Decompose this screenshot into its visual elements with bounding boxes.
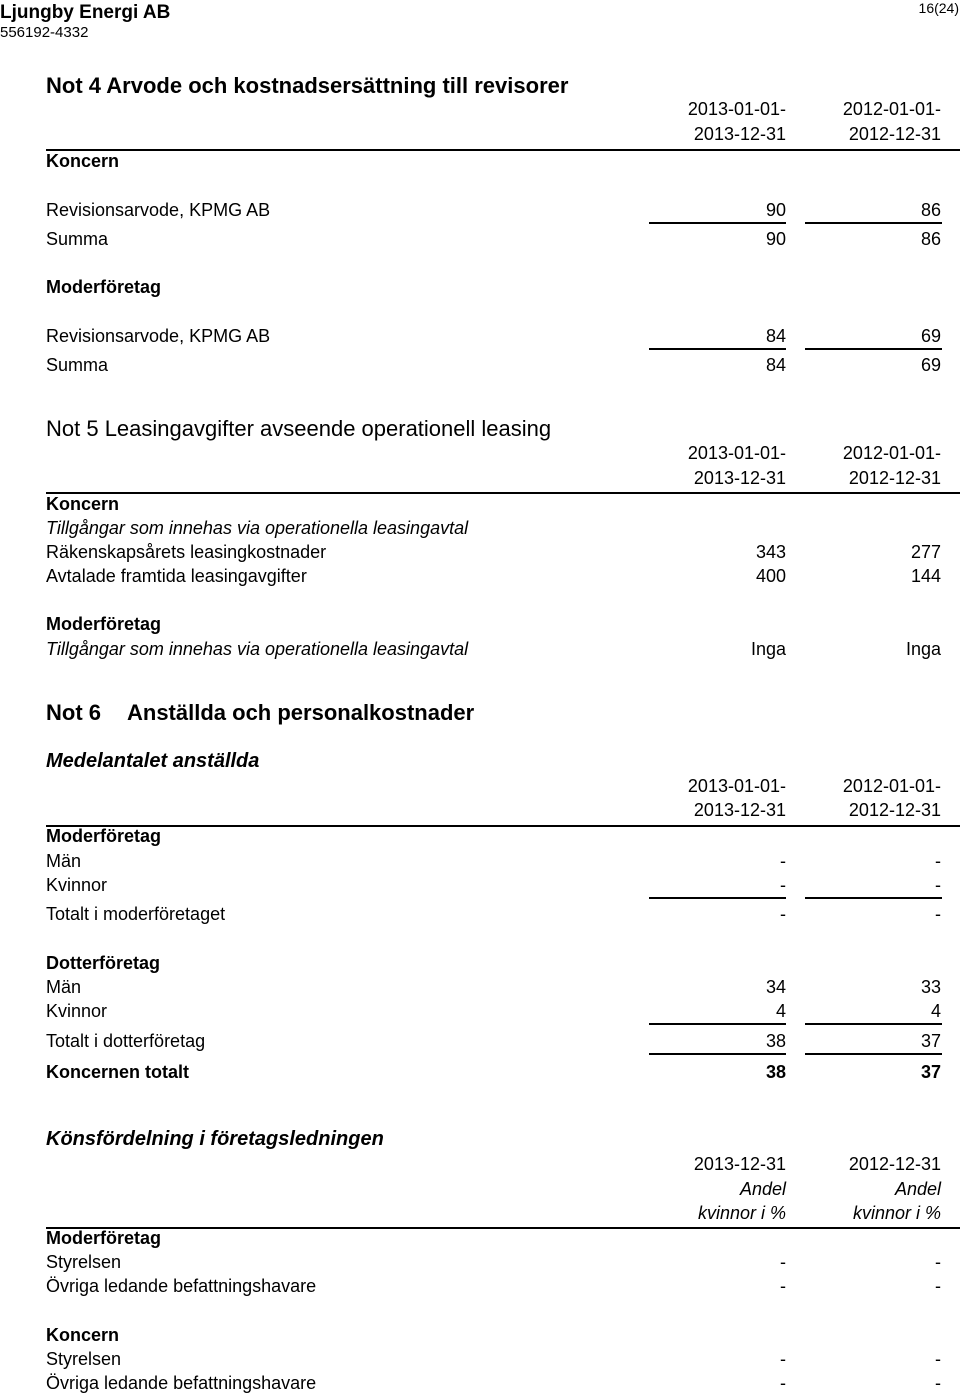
note4-moder-heading: Moderföretag — [46, 277, 162, 297]
note4-title: Not 4 Arvode och kostnadsersättning till revisorer — [46, 73, 569, 98]
table-row-label: Styrelsen — [46, 1252, 122, 1272]
table-cell-2013: 34 — [765, 977, 786, 997]
kon-header-rule — [46, 1227, 960, 1229]
table-cell-2013: - — [780, 904, 786, 924]
table-cell-2012: 37 — [920, 1031, 941, 1051]
kon-koncern-heading: Koncern — [46, 1325, 120, 1345]
sum-rule — [649, 222, 786, 224]
note5-title: Not 5 Leasingavgifter avseende operationell leasing — [46, 416, 552, 441]
note5-col2-line1: 2012-01-01- — [842, 443, 941, 463]
table-cell-2013: 343 — [755, 542, 786, 562]
sum-rule — [649, 897, 786, 899]
table-row-label: Övriga ledande befattningshavare — [46, 1276, 317, 1296]
table-cell-2013: 90 — [765, 200, 786, 220]
org-number: 556192-4332 — [0, 24, 89, 41]
sum-rule — [649, 348, 786, 350]
table-cell-2012: 33 — [920, 977, 941, 997]
table-row-label: Tillgångar som innehas via operationella leasingavtal — [46, 639, 469, 659]
table-cell-2012: 86 — [920, 200, 941, 220]
table-cell-2012: - — [935, 1373, 941, 1393]
medel-header-rule — [46, 825, 960, 827]
table-row-label: Revisionsarvode, KPMG AB — [46, 326, 271, 346]
sum-rule — [805, 1053, 942, 1055]
note4-col1-line1: 2013-01-01- — [687, 99, 786, 119]
table-cell-2013: 4 — [775, 1001, 786, 1021]
medel-dotter-heading: Dotterföretag — [46, 953, 161, 973]
medel-title: Medelantalet anställda — [46, 750, 260, 772]
table-cell-2012: 277 — [910, 542, 941, 562]
sum-rule — [805, 1023, 942, 1025]
sum-rule — [649, 1023, 786, 1025]
medel-col1-line1: 2013-01-01- — [687, 776, 786, 796]
kon-col1-line1: 2013-12-31 — [693, 1154, 786, 1174]
table-row-label: Kvinnor — [46, 1001, 108, 1021]
table-cell-2013: 90 — [765, 229, 786, 249]
table-cell-2012: - — [935, 1276, 941, 1296]
kon-title: Könsfördelning i företagsledningen — [46, 1128, 384, 1150]
table-cell-2013: 38 — [765, 1031, 786, 1051]
table-row-label: Totalt i dotterföretag — [46, 1031, 206, 1051]
table-cell-2012: - — [935, 1349, 941, 1369]
table-cell-2013: 84 — [765, 355, 786, 375]
medel-col1-line2: 2013-12-31 — [693, 800, 786, 820]
table-cell-2012: Inga — [905, 639, 941, 659]
sum-rule — [805, 897, 942, 899]
note5-moder-heading: Moderföretag — [46, 614, 162, 634]
table-row-label: Män — [46, 977, 82, 997]
note5-col1-line1: 2013-01-01- — [687, 443, 786, 463]
koncern-total-2013: 38 — [765, 1062, 786, 1082]
table-row-label: Avtalade framtida leasingavgifter — [46, 566, 307, 586]
table-row-label: Summa — [46, 229, 109, 249]
table-cell-2012: 144 — [910, 566, 941, 586]
table-cell-2013: - — [780, 875, 786, 895]
note5-koncern-heading: Koncern — [46, 494, 120, 514]
note4-header-rule — [46, 149, 960, 151]
table-cell-2013: 400 — [755, 566, 786, 586]
sum-rule — [805, 222, 942, 224]
table-row-label: Räkenskapsårets leasingkostnader — [46, 542, 327, 562]
medel-col2-line1: 2012-01-01- — [842, 776, 941, 796]
table-cell-2013: 84 — [765, 326, 786, 346]
table-cell-2012: - — [935, 875, 941, 895]
page-number: 16(24) — [918, 0, 959, 16]
table-cell-2013: - — [780, 851, 786, 871]
koncern-total-2012: 37 — [920, 1062, 941, 1082]
table-row-label: Summa — [46, 355, 109, 375]
kon-moder-heading: Moderföretag — [46, 1228, 162, 1248]
note4-col1-line2: 2013-12-31 — [693, 124, 786, 144]
medel-moder-heading: Moderföretag — [46, 826, 162, 846]
sum-rule — [805, 348, 942, 350]
note4-col2-line1: 2012-01-01- — [842, 99, 941, 119]
table-cell-2013: - — [780, 1252, 786, 1272]
note6-title: Anställda och personalkostnader — [127, 700, 475, 725]
table-cell-2013: - — [780, 1276, 786, 1296]
kon-col2-line3: kvinnor i % — [852, 1203, 941, 1223]
table-cell-2012: - — [935, 851, 941, 871]
kon-col2-line1: 2012-12-31 — [848, 1154, 941, 1174]
note5-col1-line2: 2013-12-31 — [693, 468, 786, 488]
table-cell-2012: - — [935, 1252, 941, 1272]
kon-col1-line3: kvinnor i % — [697, 1203, 786, 1223]
note5-koncern-subheading: Tillgångar som innehas via operationella leasingavtal — [46, 518, 469, 538]
table-cell-2012: 4 — [930, 1001, 941, 1021]
note5-header-rule — [46, 492, 960, 494]
table-row-label: Män — [46, 851, 82, 871]
table-cell-2013: Inga — [750, 639, 786, 659]
table-row-label: Övriga ledande befattningshavare — [46, 1373, 317, 1393]
table-cell-2012: 69 — [920, 326, 941, 346]
table-row-label: Revisionsarvode, KPMG AB — [46, 200, 271, 220]
table-cell-2012: - — [935, 904, 941, 924]
note5-col2-line2: 2012-12-31 — [848, 468, 941, 488]
note6-number: Not 6 — [46, 700, 101, 725]
sum-rule — [649, 1053, 786, 1055]
company-name: Ljungby Energi AB — [0, 2, 171, 23]
kon-col1-line2: Andel — [739, 1179, 786, 1199]
table-row-label: Totalt i moderföretaget — [46, 904, 226, 924]
table-cell-2013: - — [780, 1349, 786, 1369]
table-cell-2013: - — [780, 1373, 786, 1393]
note4-col2-line2: 2012-12-31 — [848, 124, 941, 144]
table-cell-2012: 69 — [920, 355, 941, 375]
table-cell-2012: 86 — [920, 229, 941, 249]
koncern-total-label: Koncernen totalt — [46, 1062, 190, 1082]
kon-col2-line2: Andel — [894, 1179, 941, 1199]
medel-col2-line2: 2012-12-31 — [848, 800, 941, 820]
note4-koncern-heading: Koncern — [46, 151, 120, 171]
table-row-label: Kvinnor — [46, 875, 108, 895]
table-row-label: Styrelsen — [46, 1349, 122, 1369]
